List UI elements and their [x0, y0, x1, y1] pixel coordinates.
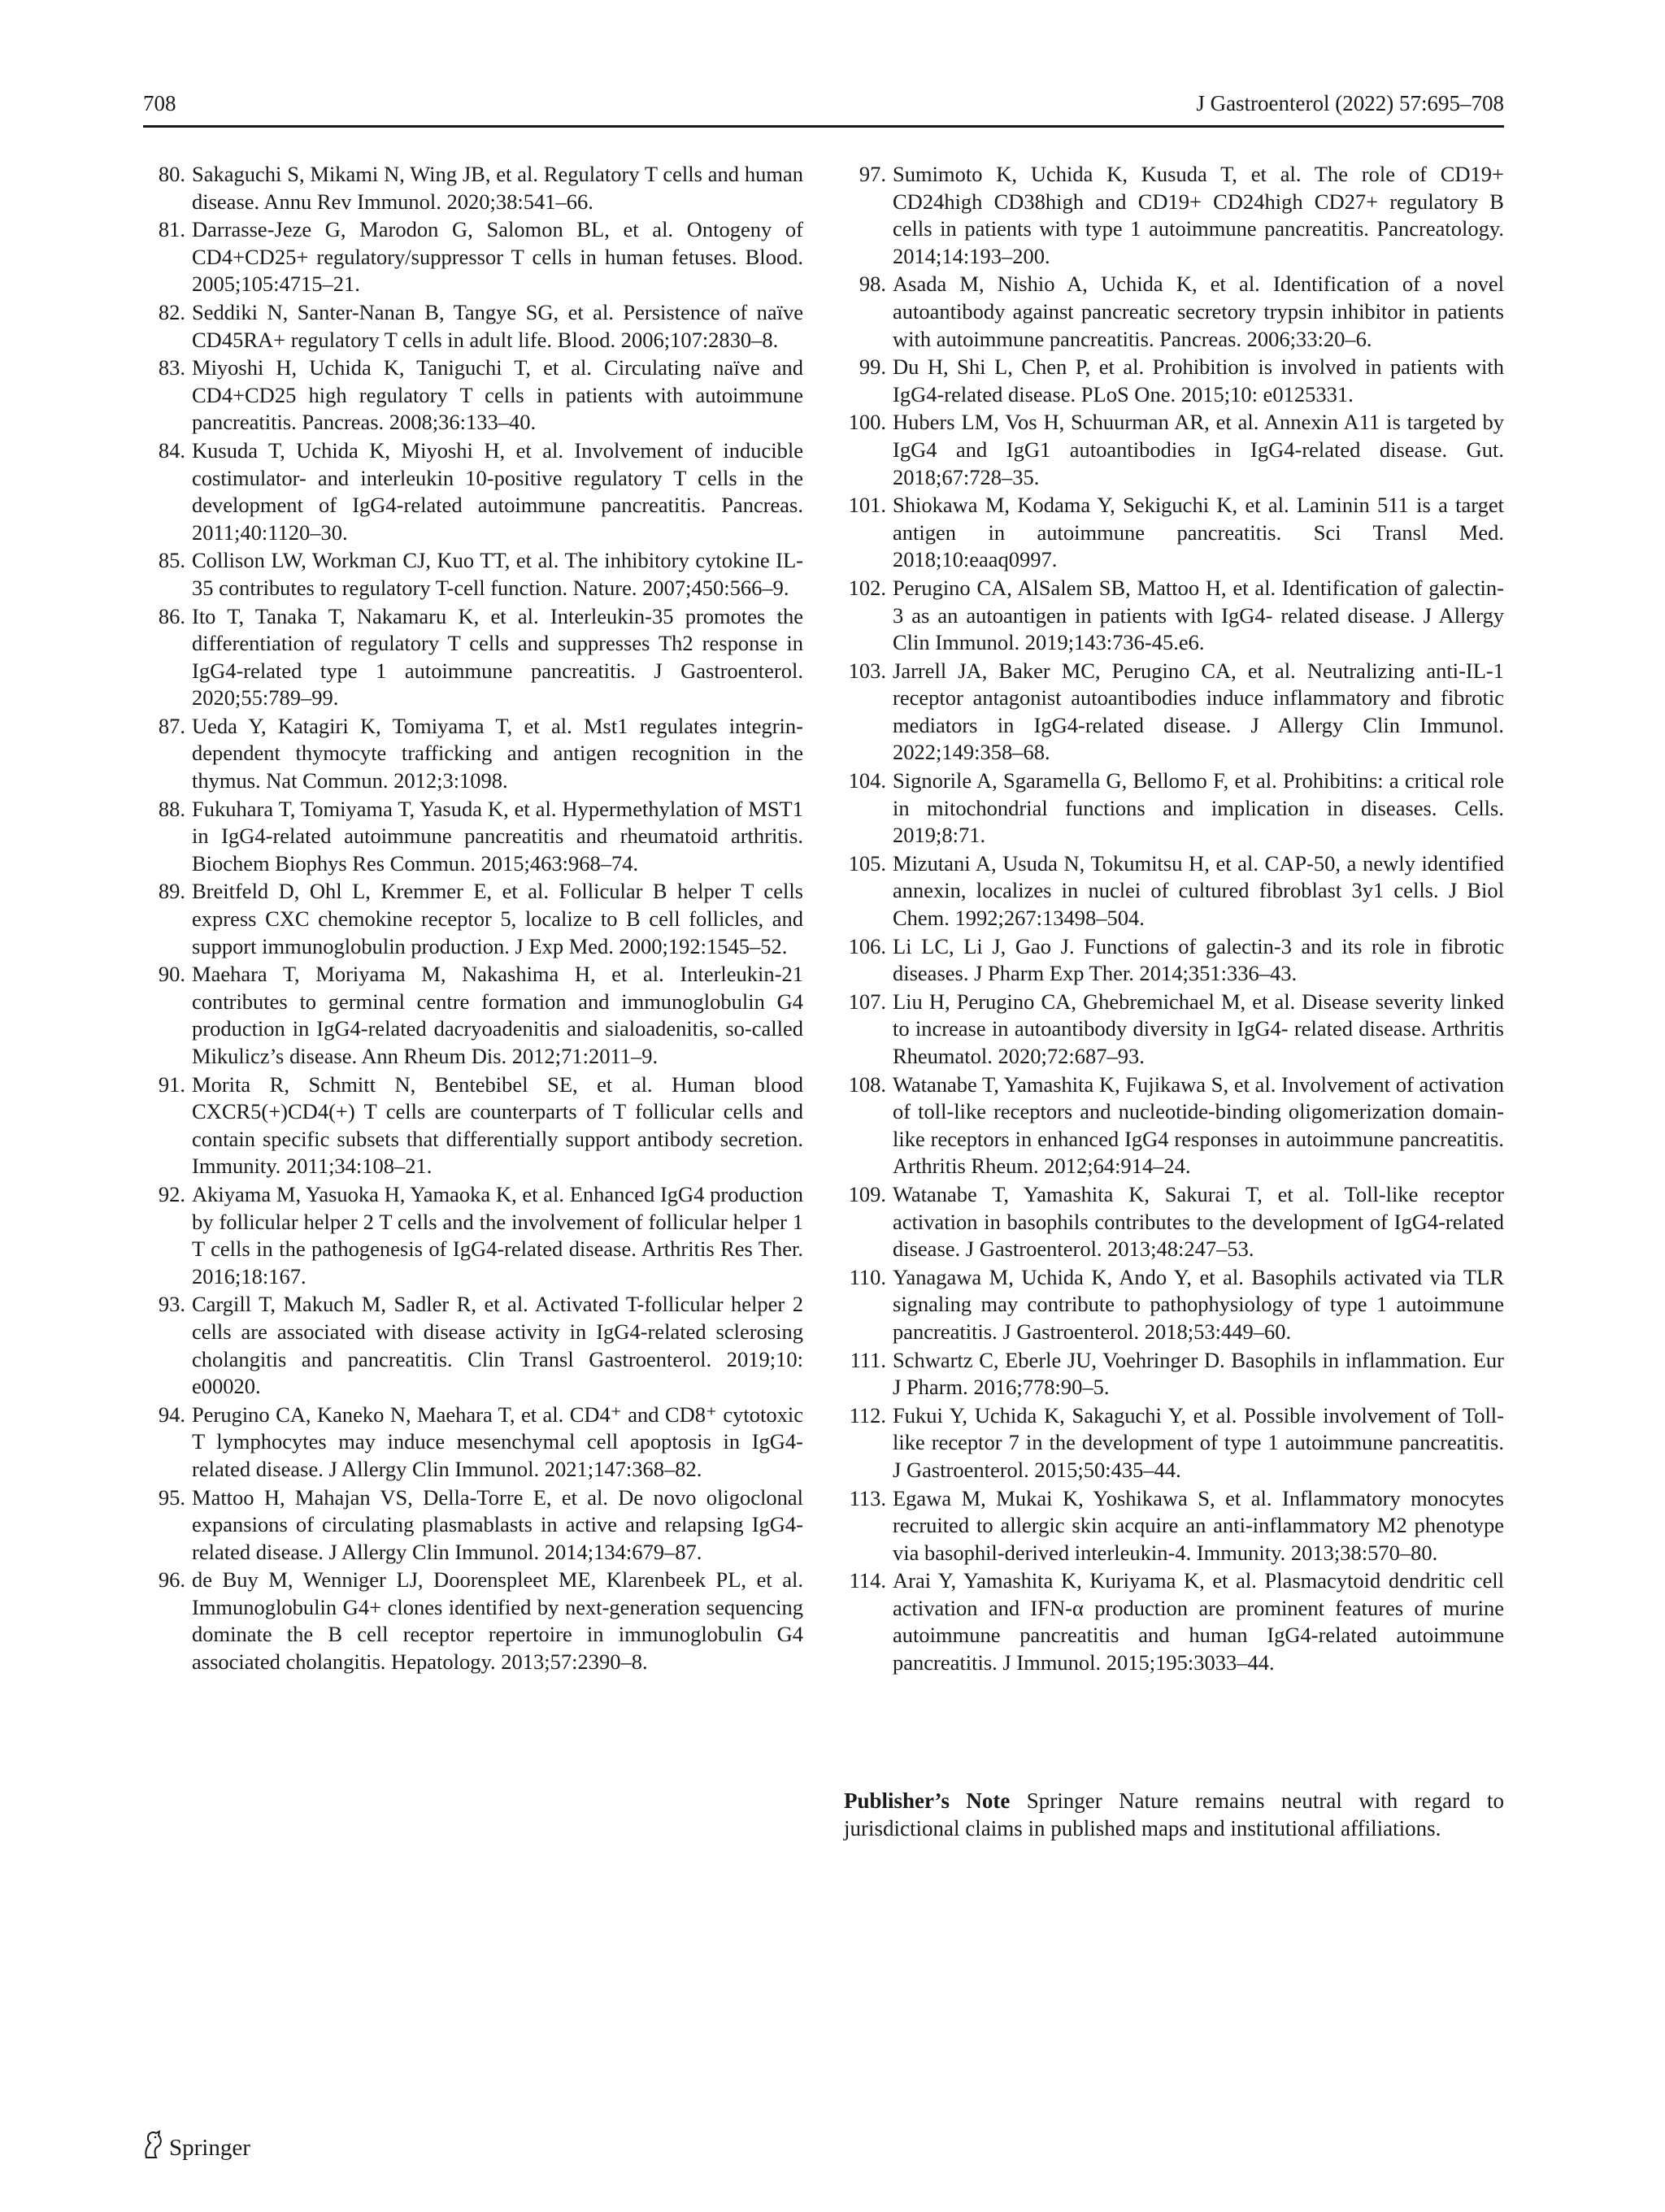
reference-number: 109. — [848, 1181, 886, 1206]
reference-number: 84. — [158, 437, 185, 463]
reference-number: 100. — [848, 410, 886, 435]
page-footer — [140, 2130, 250, 2166]
reference-item — [844, 850, 1504, 932]
reference-number: 112. — [849, 1402, 886, 1428]
publishers-note-label: Publisher’s Note — [844, 1788, 1011, 1813]
reference-item — [844, 989, 1504, 1071]
reference-text: Collison LW, Workman CJ, Kuo TT, et al. The inhibitory cytokine IL-35 contributes to regulatory T-cell function. Nature. 2007;450:566–9. — [192, 548, 803, 600]
reference-number: 114. — [849, 1568, 886, 1593]
reference-text: Hubers LM, Vos H, Schuurman AR, et al. Annexin A11 is targeted by IgG4 and IgG1 autoantibodies in IgG4-related disease. Gut. 2018;67:728–35. — [893, 410, 1504, 489]
reference-text: Jarrell JA, Baker MC, Perugino CA, et al. Neutralizing anti-IL-1 receptor antagonist autoantibodies induce inflammatory and fibrotic mediators in IgG4-related disease. J Allergy Clin Immunol. 2022;149:358–68. — [893, 658, 1504, 765]
reference-text: Perugino CA, AlSalem SB, Mattoo H, et al. Identification of galectin-3 as an autoantigen in patients with IgG4- related disease. J Allergy Clin Immunol. 2019;143:736-45.e6. — [893, 575, 1504, 655]
reference-text: Fukuhara T, Tomiyama T, Yasuda K, et al. Hypermethylation of MST1 in IgG4-related autoimmune pancreatitis and rheumatoid arthritis. Biochem Biophys Res Commun. 2015;463:968–74. — [192, 796, 803, 876]
reference-number: 91. — [158, 1071, 185, 1097]
reference-text: Arai Y, Yamashita K, Kuriyama K, et al. Plasmacytoid dendritic cell activation and IFN-α production are prominent features of murine autoimmune pancreatitis and human IgG4-related autoimmune pancreatitis. J Immunol. 2015;195:3033–44. — [893, 1568, 1504, 1675]
reference-text: Du H, Shi L, Chen P, et al. Prohibition is involved in patients with IgG4-related disease. PLoS One. 2015;10: e0125331. — [893, 354, 1504, 406]
reference-item — [844, 1071, 1504, 1180]
reference-number: 80. — [158, 162, 185, 186]
reference-item — [143, 796, 803, 878]
reference-number: 87. — [158, 713, 185, 738]
reference-item — [143, 299, 803, 354]
page-header — [143, 91, 1504, 124]
reference-text: Shiokawa M, Kodama Y, Sekiguchi K, et al. Laminin 511 is a target antigen in autoimmune pancreatitis. Sci Transl Med. 2018;10:eaaq0997. — [893, 493, 1504, 572]
reference-item — [143, 216, 803, 298]
header-rule — [143, 125, 1504, 128]
reference-number: 85. — [158, 548, 185, 573]
reference-number: 89. — [158, 879, 185, 904]
publishers-note-text: Springer Nature remains neutral with regard to jurisdictional claims in published maps and institutional affiliations. — [844, 1788, 1505, 1840]
reference-item — [143, 161, 803, 215]
reference-number: 103. — [848, 658, 886, 683]
reference-number: 101. — [848, 493, 886, 518]
reference-item — [844, 492, 1504, 574]
reference-text: Miyoshi H, Uchida K, Taniguchi T, et al. Circulating naïve and CD4+CD25 high regulatory T cells in patients with autoimmune pancreatitis. Pancreas. 2008;36:133–40. — [192, 355, 803, 435]
reference-text: Li LC, Li J, Gao J. Functions of galectin-3 and its role in fibrotic diseases. J Pharm Exp Ther. 2014;351:336–43. — [893, 933, 1504, 986]
reference-number: 98. — [859, 272, 886, 297]
reference-number: 88. — [158, 796, 185, 821]
reference-text: Perugino CA, Kaneko N, Maehara T, et al. CD4⁺ and CD8⁺ cytotoxic T lymphocytes may induce mesenchymal cell apoptosis in IgG4-related disease. J Allergy Clin Immunol. 2021;147:368–82. — [192, 1402, 803, 1481]
reference-text: Schwartz C, Eberle JU, Voehringer D. Basophils in inflammation. Eur J Pharm. 2016;778:90–5. — [893, 1347, 1504, 1400]
reference-item — [143, 603, 803, 712]
publishers-note — [844, 1787, 1504, 1842]
page-number: 708 — [143, 91, 176, 115]
reference-item — [143, 547, 803, 602]
reference-number: 110. — [849, 1264, 886, 1289]
reference-item — [844, 354, 1504, 408]
reference-text: de Buy M, Wenniger LJ, Doorenspleet ME, Klarenbeek PL, et al. Immunoglobulin G4+ clones identified by next-generation sequencing dominate the B cell receptor repertoire in immunoglobulin G4 associated cholangitis. Hepatology. 2013;57:2390–8. — [192, 1567, 803, 1675]
reference-item — [844, 1485, 1504, 1567]
reference-item — [143, 1567, 803, 1675]
reference-item — [143, 1291, 803, 1400]
reference-number: 92. — [158, 1181, 185, 1206]
reference-item — [844, 658, 1504, 767]
references-right-column — [844, 161, 1504, 1678]
reference-number: 102. — [848, 575, 886, 600]
reference-text: Sakaguchi S, Mikami N, Wing JB, et al. Regulatory T cells and human disease. Annu Rev Immunol. 2020;38:541–66. — [192, 162, 803, 214]
reference-text: Kusuda T, Uchida K, Miyoshi H, et al. Involvement of inducible costimulator- and interleukin 10-positive regulatory T cells in the development of IgG4-related autoimmune pancreatitis. Pancreas. 2011;40:1120–30. — [192, 437, 803, 545]
reference-text: Mizutani A, Usuda N, Tokumitsu H, et al. CAP-50, a newly identified annexin, localizes in nuclei of cultured fibroblast 3y1 cells. J Biol Chem. 1992;267:13498–504. — [893, 850, 1504, 931]
reference-text: Cargill T, Makuch M, Sadler R, et al. Activated T-follicular helper 2 cells are associated with disease activity in IgG4-related sclerosing cholangitis and pancreatitis. Clin Transl Gastroenterol. 2019;10: e00020. — [192, 1292, 803, 1399]
reference-number: 95. — [158, 1484, 185, 1510]
reference-text: Asada M, Nishio A, Uchida K, et al. Identification of a novel autoantibody against pancreatic secretory trypsin inhibitor in patients with autoimmune pancreatitis. Pancreas. 2006;33:20–6. — [893, 272, 1504, 351]
reference-item — [844, 1264, 1504, 1346]
reference-text: Sumimoto K, Uchida K, Kusuda T, et al. The role of CD19+ CD24high CD38high and CD19+ CD24high CD27+ regulatory B cells in patients with type 1 autoimmune pancreatitis. Pancreatology. 2014;14:193–200. — [893, 162, 1504, 268]
reference-text: Darrasse-Jeze G, Marodon G, Salomon BL, et al. Ontogeny of CD4+CD25+ regulatory/suppressor T cells in human fetuses. Blood. 2005;105:4715–21. — [192, 217, 803, 297]
reference-item — [143, 1402, 803, 1484]
journal-citation: J Gastroenterol (2022) 57:695–708 — [1196, 91, 1504, 115]
springer-brand: Springer — [169, 2134, 250, 2161]
reference-number: 99. — [859, 354, 886, 380]
reference-text: Egawa M, Mukai K, Yoshikawa S, et al. Inflammatory monocytes recruited to allergic skin acquire an anti-inflammatory M2 phenotype via basophil-derived interleukin-4. Immunity. 2013;38:570–80. — [893, 1485, 1504, 1565]
reference-item — [143, 713, 803, 795]
reference-number: 82. — [158, 299, 185, 324]
references-left-column — [143, 161, 803, 1677]
reference-item — [844, 575, 1504, 657]
reference-text: Maehara T, Moriyama M, Nakashima H, et al. Interleukin-21 contributes to germinal centre formation and immunoglobulin G4 production in IgG4-related dacryoadenitis and sialoadenitis, so-called Mikulicz’s disease. Ann Rheum Dis. 2012;71:2011–9. — [192, 962, 803, 1068]
reference-item — [143, 1071, 803, 1180]
reference-item — [844, 409, 1504, 491]
reference-item — [143, 354, 803, 437]
reference-text: Seddiki N, Santer-Nanan B, Tangye SG, et al. Persistence of naïve CD45RA+ regulatory T cells in adult life. Blood. 2006;107:2830–8. — [192, 299, 803, 352]
reference-item — [844, 271, 1504, 353]
reference-number: 108. — [848, 1071, 886, 1097]
reference-item — [844, 1567, 1504, 1676]
reference-text: Fukui Y, Uchida K, Sakaguchi Y, et al. Possible involvement of Toll-like receptor 7 in the development of type 1 autoimmune pancreatitis. J Gastroenterol. 2015;50:435–44. — [893, 1402, 1504, 1482]
reference-text: Watanabe T, Yamashita K, Fujikawa S, et al. Involvement of activation of toll-like receptors and nucleotide-binding oligomerization domain-like receptors in enhanced IgG4 responses in autoimmune pancreatitis. Arthritis Rheum. 2012;64:914–24. — [893, 1071, 1504, 1179]
reference-text: Signorile A, Sgaramella G, Bellomo F, et al. Prohibitins: a critical role in mitochondrial functions and implication in diseases. Cells. 2019;8:71. — [893, 768, 1504, 848]
reference-item — [844, 161, 1504, 270]
reference-text: Breitfeld D, Ohl L, Kremmer E, et al. Follicular B helper T cells express CXC chemokine receptor 5, localize to B cell follicles, and support immunoglobulin production. J Exp Med. 2000;192:1545–52. — [192, 879, 803, 958]
reference-item — [143, 961, 803, 1070]
reference-text: Yanagawa M, Uchida K, Ando Y, et al. Basophils activated via TLR signaling may contribute to pathophysiology of type 1 autoimmune pancreatitis. J Gastroenterol. 2018;53:449–60. — [893, 1264, 1504, 1344]
reference-text: Watanabe T, Yamashita K, Sakurai T, et al. Toll-like receptor activation in basophils contributes to the development of IgG4-related disease. J Gastroenterol. 2013;48:247–53. — [893, 1181, 1504, 1262]
reference-text: Morita R, Schmitt N, Bentebibel SE, et al. Human blood CXCR5(+)CD4(+) T cells are counterparts of T follicular cells and contain specific subsets that differentially support antibody secretion. Immunity. 2011;34:108–21. — [192, 1071, 803, 1179]
reference-item — [844, 1402, 1504, 1484]
reference-number: 113. — [849, 1485, 886, 1510]
reference-number: 93. — [158, 1292, 185, 1317]
reference-text: Ito T, Tanaka T, Nakamaru K, et al. Interleukin-35 promotes the differentiation of regulatory T cells and suppresses Th2 response in IgG4-related type 1 autoimmune pancreatitis. J Gastroenterol. 2020;55:789–99. — [192, 603, 803, 711]
reference-number: 96. — [158, 1567, 185, 1593]
reference-number: 105. — [848, 850, 886, 876]
reference-number: 106. — [848, 933, 886, 958]
reference-number: 86. — [158, 603, 185, 628]
reference-number: 111. — [850, 1347, 886, 1372]
reference-item — [143, 437, 803, 546]
reference-number: 81. — [158, 217, 185, 242]
reference-item — [143, 1484, 803, 1567]
reference-text: Akiyama M, Yasuoka H, Yamaoka K, et al. Enhanced IgG4 production by follicular helper 2 T cells and the involvement of follicular helper 1 T cells in the pathogenesis of IgG4-related disease. Arthritis Res Ther. 2016;18:167. — [192, 1181, 803, 1289]
reference-item — [844, 1347, 1504, 1402]
reference-item — [844, 1181, 1504, 1263]
reference-number: 107. — [848, 989, 886, 1014]
reference-text: Mattoo H, Mahajan VS, Della-Torre E, et al. De novo oligoclonal expansions of circulating plasmablasts in active and relapsing IgG4-related disease. J Allergy Clin Immunol. 2014;134:679–87. — [192, 1484, 803, 1564]
springer-horse-icon — [140, 2130, 169, 2166]
reference-item — [844, 767, 1504, 850]
reference-item — [844, 933, 1504, 988]
reference-item — [143, 1181, 803, 1290]
reference-item — [143, 878, 803, 960]
reference-text: Ueda Y, Katagiri K, Tomiyama T, et al. Mst1 regulates integrin-dependent thymocyte trafficking and antigen recognition in the thymus. Nat Commun. 2012;3:1098. — [192, 713, 803, 793]
reference-number: 104. — [848, 768, 886, 793]
reference-number: 94. — [158, 1402, 185, 1427]
reference-number: 90. — [158, 962, 185, 987]
reference-number: 83. — [158, 355, 185, 380]
reference-number: 97. — [859, 162, 886, 186]
reference-text: Liu H, Perugino CA, Ghebremichael M, et al. Disease severity linked to increase in autoantibody diversity in IgG4- related disease. Arthritis Rheumatol. 2020;72:687–93. — [893, 989, 1504, 1068]
